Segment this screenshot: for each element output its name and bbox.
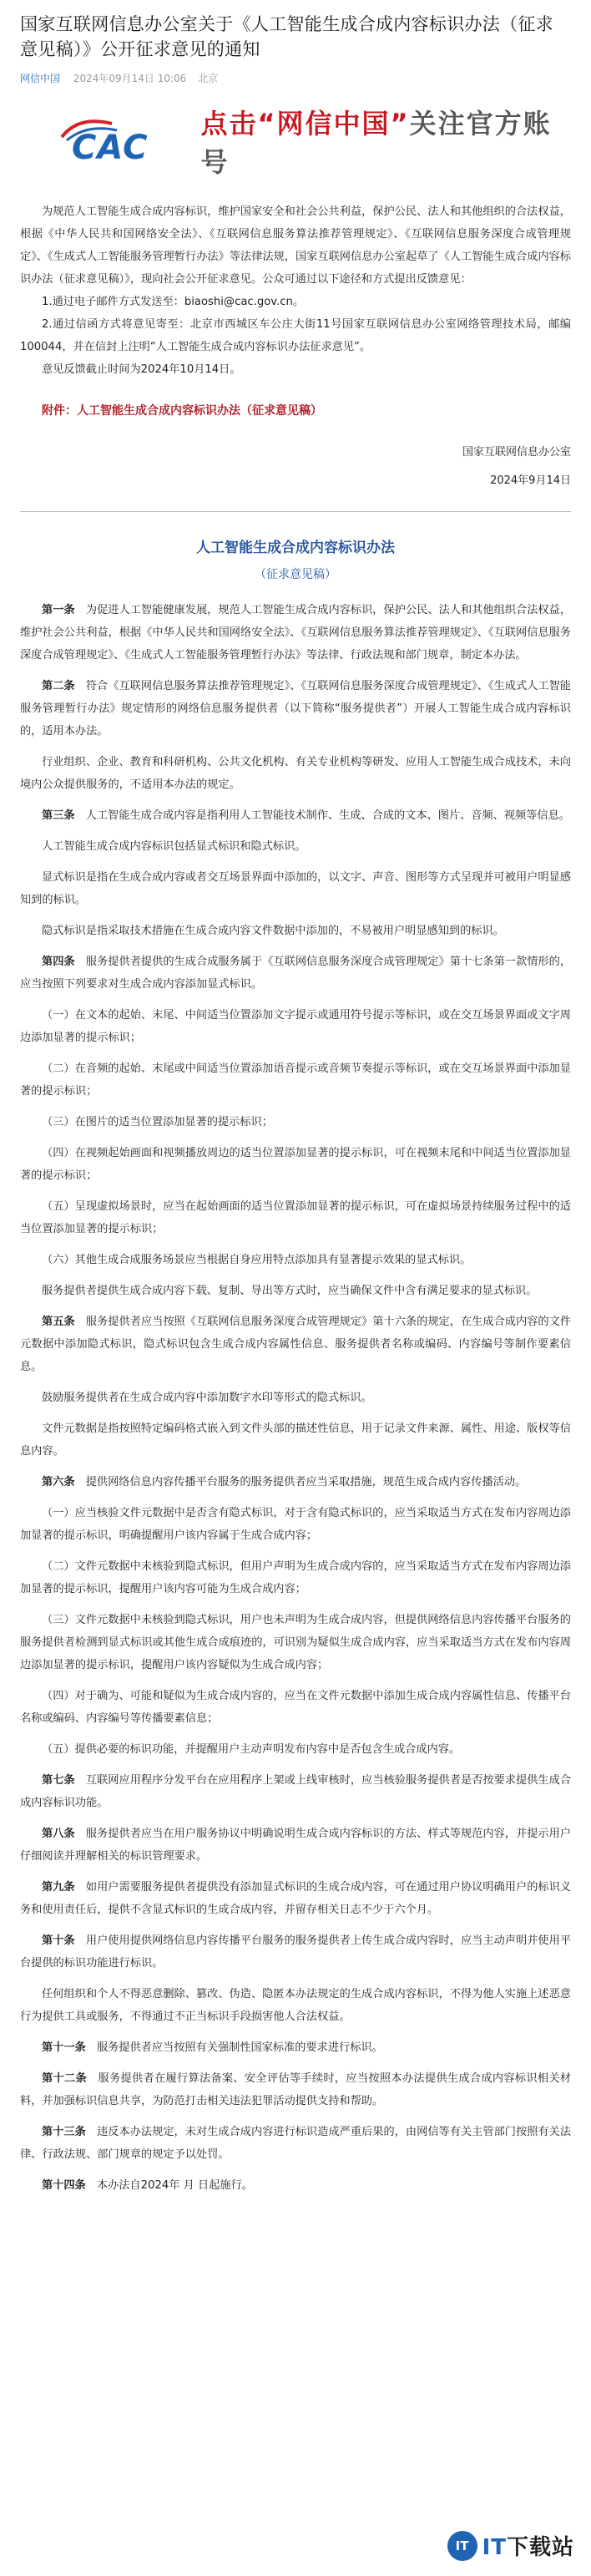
article-title: 国家互联网信息办公室关于《人工智能生成合成内容标识办法（征求意见稿）》公开征求意见的通知 bbox=[20, 14, 553, 59]
law-title: 人工智能生成合成内容标识办法 bbox=[196, 540, 395, 556]
article-13 bbox=[20, 2121, 571, 2166]
article-number: 第六条 bbox=[42, 1476, 75, 1488]
article-text: 人工智能生成合成内容是指利用人工智能技术制作、生成、合成的文本、图片、音频、视频等信息。 bbox=[85, 809, 570, 822]
article-6-item-5: （五）提供必要的标识功能，并提醒用户主动声明发布内容中是否包含生成合成内容。 bbox=[42, 1743, 461, 1756]
article-10-para-2: 任何组织和个人不得恶意删除、篡改、伪造、隐匿本办法规定的生成合成内容标识，不得为他人实施上述恶意行为提供工具或服务，不得通过不正当标识手段损害他人合法权益。 bbox=[20, 1988, 571, 2023]
article-number: 第十四条 bbox=[42, 2179, 86, 2192]
article-number: 第三条 bbox=[42, 809, 75, 822]
article-2-para-2: 行业组织、企业、教育和科研机构、公共文化机构、有关专业机构等研发、应用人工智能生成合成技术，未向境内公众提供服务的，不适用本办法的规定。 bbox=[20, 756, 571, 791]
article-3-para-3: 显式标识是指在生成合成内容或者交互场景界面中添加的，以文字、声音、图形等方式呈现并可被用户明显感知到的标识。 bbox=[20, 871, 571, 906]
article-12 bbox=[20, 2067, 571, 2112]
intro-paragraph: 为规范人工智能生成合成内容标识，维护国家安全和社会公共利益，保护公民、法人和其他组织的合法权益，根据《中华人民共和国网络安全法》、《互联网信息服务算法推荐管理规定》、《互联网信息服务深度合成管理规定》、《生成式人工智能服务管理暂行办法》等法律法规，国家互联网信息办公室起草了《人工智能生成合成内容标识办法（征求意见稿）》，现向社会公开征求意见。公众可通过以下途径和方式提出反馈意见： bbox=[20, 205, 571, 286]
slogan-suffix: 关注官方账号 bbox=[200, 108, 552, 178]
cac-logo-text: CAC bbox=[72, 129, 149, 167]
publish-datetime: 2024年09月14日 10:06 bbox=[73, 73, 187, 84]
intro-email: 1.通过电子邮件方式发送至：biaoshi@cac.gov.cn。 bbox=[42, 296, 305, 308]
section-divider bbox=[20, 511, 571, 512]
article-text: 本办法自2024年 月 日起施行。 bbox=[96, 2179, 253, 2192]
article-6 bbox=[20, 1471, 571, 1493]
article-4-item-2: （二）在音频的起始、末尾或中间适当位置添加语音提示或音频节奏提示等标识，或在交互场景界面中添加显著的提示标识； bbox=[20, 1062, 571, 1098]
article-4-item-1: （一）在文本的起始、末尾、中间适当位置添加文字提示或通用符号提示等标识，或在交互场景界面或文字周边添加显著的提示标识； bbox=[20, 1009, 571, 1044]
article-9 bbox=[20, 1876, 571, 1921]
law-body bbox=[20, 599, 571, 2197]
watermark-text bbox=[482, 2530, 574, 2561]
article-3-para-2: 人工智能生成合成内容标识包括显式标识和隐式标识。 bbox=[42, 840, 306, 853]
article-meta bbox=[20, 70, 571, 87]
site-watermark bbox=[441, 2527, 581, 2564]
source-link[interactable]: 网信中国 bbox=[20, 73, 61, 84]
article-text: 如用户需要服务提供者提供没有添加显式标识的生成合成内容，可在通过用户协议明确用户的标识义务和使用责任后，提供不含显式标识的生成合成内容，并留存相关日志不少于六个月。 bbox=[20, 1881, 572, 1916]
article-3-para-4: 隐式标识是指采取技术措施在生成合成内容文件数据中添加的，不易被用户明显感知到的标识。 bbox=[42, 925, 504, 937]
article-4-item-6: （六）其他生成合成服务场景应当根据自身应用特点添加具有显著提示效果的显式标识。 bbox=[42, 1254, 472, 1266]
cac-logo bbox=[53, 112, 176, 170]
article-number: 第一条 bbox=[42, 604, 75, 616]
article-text: 违反本办法规定，未对生成合成内容进行标识造成严重后果的，由网信等有关主管部门按照有关法律、行政法规、部门规章的规定予以处罚。 bbox=[20, 2126, 572, 2161]
banner-slogan bbox=[201, 103, 572, 180]
article-text: 服务提供者应当在用户服务协议中明确说明生成合成内容标识的方法、样式等规范内容，并提示用户仔细阅读并理解相关的标识管理要求。 bbox=[20, 1828, 572, 1863]
article-number: 第十条 bbox=[42, 1935, 75, 1947]
notice-body bbox=[20, 200, 571, 493]
article-3 bbox=[20, 804, 571, 827]
intro-letter: 2.通过信函方式将意见寄至：北京市西城区车公庄大街11号国家互联网信息办公室网络管理技术局，邮编100044，并在信封上注明“人工智能生成合成内容标识办法征求意见”。 bbox=[20, 318, 571, 353]
article-4-item-3: （三）在图片的适当位置添加显著的提示标识； bbox=[42, 1116, 273, 1128]
article-6-item-4: （四）对于确为、可能和疑似为生成合成内容的，应当在文件元数据中添加生成合成内容属性信息、传播平台名称或编码、内容编号等传播要素信息； bbox=[20, 1690, 571, 1725]
watermark-text-b: 下载站 bbox=[506, 2535, 574, 2560]
article-text: 互联网应用程序分发平台在应用程序上架或上线审核时，应当核验服务提供者是否按要求提供生成合成内容标识功能。 bbox=[20, 1774, 572, 1809]
article-5-para-3: 文件元数据是指按照特定编码格式嵌入到文件头部的描述性信息，用于记录文件来源、属性、用途、版权等信息内容。 bbox=[20, 1422, 571, 1458]
article-4 bbox=[20, 951, 571, 996]
watermark-logo-icon: IT bbox=[447, 2531, 477, 2561]
sign-org: 国家互联网信息办公室 bbox=[462, 446, 571, 459]
article-text: 用户使用提供网络信息内容传播平台服务的服务提供者上传生成合成内容时，应当主动声明并使用平台提供的标识功能进行标识。 bbox=[20, 1935, 572, 1970]
article-10 bbox=[20, 1929, 571, 1975]
article-text: 提供网络信息内容传播平台服务的服务提供者应当采取措施，规范生成合成内容传播活动。 bbox=[85, 1476, 527, 1488]
article-text: 为促进人工智能健康发展，规范人工智能生成合成内容标识，保护公民、法人和其他组织合法权益，维护社会公共利益，根据《中华人民共和国网络安全法》、《互联网信息服务算法推荐管理规定》、《互联网信息服务深度合成管理规定》、《生成式人工智能服务管理暂行办法》等法律、行政法规和部门规章，制定本办法。 bbox=[20, 604, 572, 662]
article-number: 第二条 bbox=[42, 680, 75, 692]
article-4-item-5: （五）呈现虚拟场景时，应当在起始画面的适当位置添加显著的提示标识，可在虚拟场景持续服务过程中的适当位置添加显著的提示标识； bbox=[20, 1200, 571, 1235]
article-1 bbox=[20, 599, 571, 667]
article-number: 第五条 bbox=[42, 1316, 75, 1328]
intro-deadline: 意见反馈截止时间为2024年10月14日。 bbox=[42, 363, 241, 376]
article-6-item-1: （一）应当核验文件元数据中是否含有隐式标识，对于含有隐式标识的，应当采取适当方式在发布内容周边添加显著的提示标识，明确提醒用户该内容属于生成合成内容； bbox=[20, 1507, 571, 1542]
article-text: 服务提供者提供的生成合成服务属于《互联网信息服务深度合成管理规定》第十七条第一款情形的，应当按照下列要求对生成合成内容添加显式标识。 bbox=[20, 956, 572, 991]
article-4-item-4: （四）在视频起始画面和视频播放周边的适当位置添加显著的提示标识，可在视频末尾和中间适当位置添加显著的提示标识； bbox=[20, 1147, 571, 1182]
slogan-prefix: 点击 bbox=[200, 108, 258, 139]
law-subtitle: （征求意见稿） bbox=[255, 568, 336, 581]
article-6-item-2: （二）文件元数据中未核验到隐式标识，但用户声明为生成合成内容的，应当采取适当方式在发布内容周边添加显著的提示标识，提醒用户该内容可能为生成合成内容； bbox=[20, 1560, 571, 1595]
sign-date: 2024年9月14日 bbox=[490, 474, 571, 487]
attachment-link[interactable]: 附件：人工智能生成合成内容标识办法（征求意见稿） bbox=[42, 404, 322, 418]
article-8 bbox=[20, 1823, 571, 1868]
article-number: 第十二条 bbox=[42, 2072, 87, 2085]
article-text: 服务提供者应当按照有关强制性国家标准的要求进行标识。 bbox=[96, 2041, 383, 2054]
article-7 bbox=[20, 1769, 571, 1814]
article-4-para-2: 服务提供者提供生成合成内容下载、复制、导出等方式时，应当确保文件中含有满足要求的显式标识。 bbox=[42, 1285, 538, 1297]
article-6-item-3: （三）文件元数据中未核验到隐式标识，用户也未声明为生成合成内容，但提供网络信息内容传播平台服务的服务提供者检测到显式标识或其他生成合成痕迹的，可识别为疑似生成合成内容，应当采取适当方式在发布内容周边添加显著的提示标识，提醒用户该内容疑似为生成合成内容； bbox=[20, 1614, 571, 1671]
article-number: 第九条 bbox=[42, 1881, 75, 1894]
follow-banner[interactable] bbox=[20, 105, 571, 177]
article-text: 符合《互联网信息服务算法推荐管理规定》、《互联网信息服务深度合成管理规定》、《生成式人工智能服务管理暂行办法》规定情形的网络信息服务提供者（以下简称“服务提供者”）开展人工智能生成合成内容标识的，适用本办法。 bbox=[20, 680, 571, 738]
article-14 bbox=[20, 2174, 571, 2197]
article-number: 第四条 bbox=[42, 956, 75, 968]
publish-location: 北京 bbox=[198, 73, 219, 84]
watermark-text-a: IT bbox=[482, 2535, 507, 2560]
article-5 bbox=[20, 1311, 571, 1378]
article-2 bbox=[20, 675, 571, 743]
article-text: 服务提供者在履行算法备案、安全评估等手续时，应当按照本办法提供生成合成内容标识相关材料，并加强标识信息共享，为防范打击相关违法犯罪活动提供支持和帮助。 bbox=[20, 2072, 572, 2107]
article-number: 第八条 bbox=[42, 1828, 75, 1840]
article-number: 第十三条 bbox=[42, 2126, 86, 2138]
article-number: 第七条 bbox=[42, 1774, 75, 1787]
article-number: 第十一条 bbox=[42, 2041, 86, 2054]
article-11 bbox=[20, 2036, 571, 2059]
article-text: 服务提供者应当按照《互联网信息服务深度合成管理规定》第十六条的规定，在生成合成内容的文件元数据中添加隐式标识，隐式标识包含生成合成内容属性信息、服务提供者名称或编码、内容编号等制作要素信息。 bbox=[20, 1316, 572, 1373]
article-5-para-2: 鼓励服务提供者在生成合成内容中添加数字水印等形式的隐式标识。 bbox=[42, 1392, 372, 1404]
slogan-quote: “网信中国” bbox=[257, 108, 410, 139]
